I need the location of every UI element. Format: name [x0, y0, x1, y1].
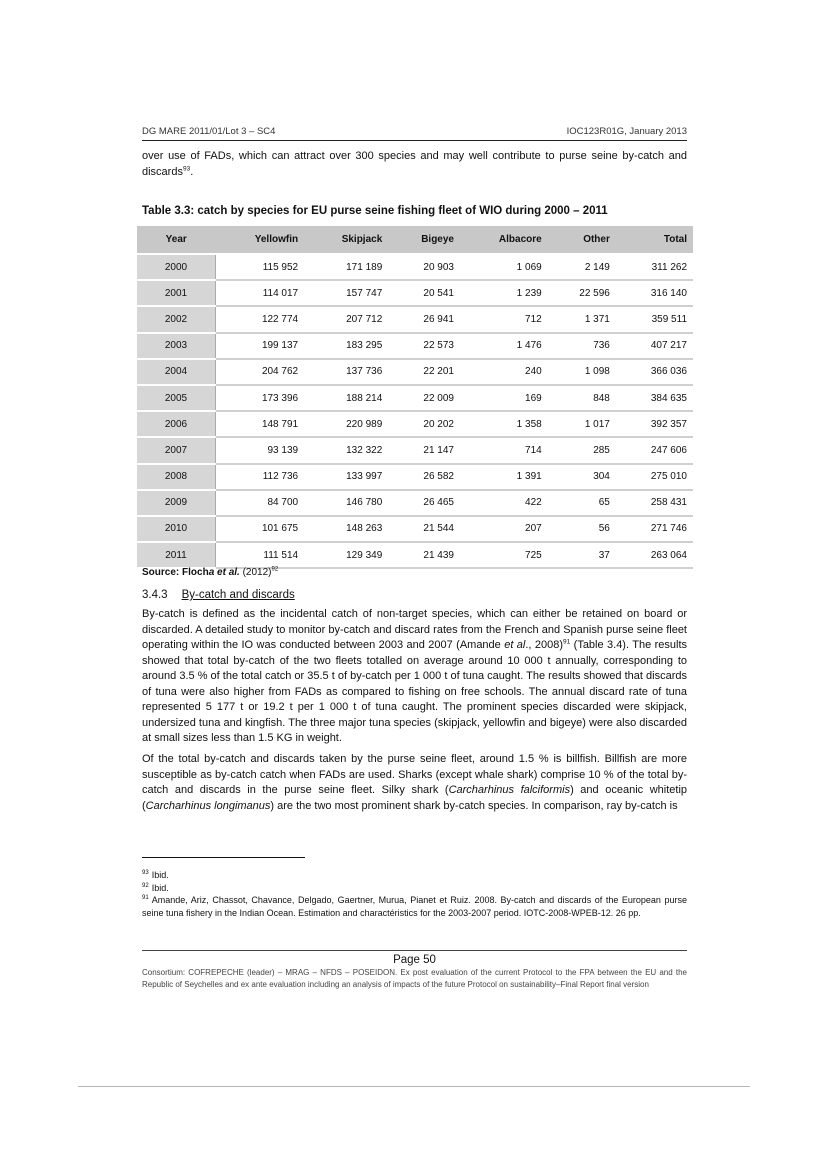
- table-cell: 1 371: [548, 306, 616, 332]
- year-cell: 2002: [137, 306, 216, 332]
- table-cell: 22 596: [548, 280, 616, 306]
- table-cell: 137 736: [304, 359, 388, 385]
- table-cell: 392 357: [616, 411, 693, 437]
- intro-paragraph: over use of FADs, which can attract over 300 species and may well contribute to purse seine by-catch and discards$^{93}$.: [142, 150, 687, 178]
- table-row: [137, 542, 693, 568]
- table-cell: 148 263: [304, 516, 388, 542]
- table-cell: 1 098: [548, 359, 616, 385]
- table-caption: Table 3.3: catch by species for EU purse seine fishing fleet of WIO during 2000 – 2011: [142, 205, 608, 217]
- table-cell: 1 476: [460, 333, 548, 359]
- table-cell: 21 439: [388, 542, 460, 568]
- year-cell: 2008: [137, 464, 216, 490]
- header-right: IOC123R01G, January 2013: [566, 126, 687, 137]
- table-cell: 199 137: [216, 333, 305, 359]
- table-cell: 204 762: [216, 359, 305, 385]
- footnote: $^{92}$ Ibid.: [142, 882, 169, 893]
- table-cell: 20 202: [388, 411, 460, 437]
- table-cell: 714: [460, 437, 548, 463]
- table-cell: 271 746: [616, 516, 693, 542]
- year-cell: 2010: [137, 516, 216, 542]
- table-cell: 359 511: [616, 306, 693, 332]
- table-row: [137, 306, 693, 332]
- table-row: [137, 254, 693, 280]
- table-cell: 101 675: [216, 516, 305, 542]
- table-row: [137, 333, 693, 359]
- table-cell: 1 239: [460, 280, 548, 306]
- table-row: [137, 464, 693, 490]
- table-cell: 148 791: [216, 411, 305, 437]
- table-cell: 712: [460, 306, 548, 332]
- table-cell: 316 140: [616, 280, 693, 306]
- table-cell: 84 700: [216, 490, 305, 516]
- table-row: [137, 437, 693, 463]
- footnote-ref[interactable]: 92: [271, 566, 279, 573]
- page-header: [142, 126, 687, 141]
- table-cell: 133 997: [304, 464, 388, 490]
- footnote: $^{91}$ Amande, Ariz, Chassot, Chavance, Delgado, Gaertner, Murua, Pianet et Ruiz. 2008. By-catch and discards of the European purse seine tuna fishery in the Indian Ocean. Estimation and charactéristics for the 2003-2007 period. IOTC-2008-WPEB-12. 26 pp.: [142, 895, 687, 918]
- table-cell: 1 017: [548, 411, 616, 437]
- column-header: Yellowfin: [216, 226, 305, 254]
- table-cell: 111 514: [216, 542, 305, 568]
- table-cell: 725: [460, 542, 548, 568]
- column-header: Other: [548, 226, 616, 254]
- year-cell: 2003: [137, 333, 216, 359]
- year-cell: 2005: [137, 385, 216, 411]
- footnote-ref[interactable]: 93: [182, 164, 191, 172]
- table-cell: 407 217: [616, 333, 693, 359]
- table-cell: 132 322: [304, 437, 388, 463]
- section-number: 3.4.3: [142, 589, 168, 601]
- table-cell: 183 295: [304, 333, 388, 359]
- page-number: Page 50: [393, 954, 436, 966]
- table-cell: 21 544: [388, 516, 460, 542]
- footnote-separator: [142, 857, 305, 858]
- year-cell: 2006: [137, 411, 216, 437]
- table-cell: 422: [460, 490, 548, 516]
- column-header: Year: [137, 226, 216, 254]
- table-cell: 1 391: [460, 464, 548, 490]
- table-cell: 384 635: [616, 385, 693, 411]
- table-cell: 20 541: [388, 280, 460, 306]
- catch-table: [137, 226, 693, 569]
- column-header: Albacore: [460, 226, 548, 254]
- year-cell: 2001: [137, 280, 216, 306]
- footnote-ref[interactable]: 91: [563, 638, 571, 646]
- table-cell: 311 262: [616, 254, 693, 280]
- table-cell: 285: [548, 437, 616, 463]
- table-cell: 736: [548, 333, 616, 359]
- table-cell: 122 774: [216, 306, 305, 332]
- table-cell: 258 431: [616, 490, 693, 516]
- table-cell: 22 009: [388, 385, 460, 411]
- table-cell: 114 017: [216, 280, 305, 306]
- table-cell: 26 465: [388, 490, 460, 516]
- footer-separator: [142, 950, 687, 951]
- table-cell: 129 349: [304, 542, 388, 568]
- table-row: [137, 280, 693, 306]
- table-cell: 22 573: [388, 333, 460, 359]
- table-cell: 26 582: [388, 464, 460, 490]
- year-cell: 2004: [137, 359, 216, 385]
- table-cell: 207 712: [304, 306, 388, 332]
- year-cell: 2007: [137, 437, 216, 463]
- table-cell: 173 396: [216, 385, 305, 411]
- table-cell: 247 606: [616, 437, 693, 463]
- table-cell: 207: [460, 516, 548, 542]
- year-cell: 2009: [137, 490, 216, 516]
- table-row: [137, 359, 693, 385]
- billfish-paragraph: Of the total by-catch and discards taken by the purse seine fleet, around 1.5 % is billfish. Billfish are more susceptible as by-catch catch when FADs are used. Sharks (except whale shark) comprise 10 % of the total by-catch and discards in the purse seine fleet. Silky shark (Carcharhinus falciformis) and oceanic whitetip (Carcharhinus longimanus) are the two most prominent shark by-catch species. In comparison, ray by-catch is: [142, 753, 688, 812]
- table-cell: 22 201: [388, 359, 460, 385]
- table-cell: 169: [460, 385, 548, 411]
- table-cell: 1 069: [460, 254, 548, 280]
- table-header-row: [137, 226, 693, 254]
- table-cell: 171 189: [304, 254, 388, 280]
- column-header: Bigeye: [388, 226, 460, 254]
- table-cell: 220 989: [304, 411, 388, 437]
- table-row: [137, 516, 693, 542]
- table-cell: 848: [548, 385, 616, 411]
- column-header: Skipjack: [304, 226, 388, 254]
- table-cell: 115 952: [216, 254, 305, 280]
- year-cell: 2000: [137, 254, 216, 280]
- bycatch-paragraph: By-catch is defined as the incidental catch of non-target species, which can either be retained on board or discarded. A detailed study to monitor by-catch and discard rates from the French and Spanish purse seine fleet operating within the IO was conducted between 2003 and 2007 (Amande et al., 2008)$^{91}$ (Table 3.4). The results showed that total by-catch of the two fleets totalled on average around 10 000 t annually, corresponding to around 3.5 % of the total catch or 35.5 t of by-catch per 1 000 t of tuna caught. The results showed that discards of tuna were also higher from FADs as compared to fishing on free schools. The annual discard rate of tuna represented 5 177 t or 19.2 t per 1 000 t of tuna caught. The prominent species discarded were skipjack, undersized tuna and kingfish. The three major tuna species (skipjack, yellowfin and bigeye) were also discarded at small sizes less than 1.5 KG in weight.: [142, 608, 687, 744]
- footnote: $^{93}$ Ibid.: [142, 870, 169, 880]
- table-cell: 26 941: [388, 306, 460, 332]
- table-cell: 366 036: [616, 359, 693, 385]
- year-cell: 2011: [137, 542, 216, 568]
- table-row: [137, 411, 693, 437]
- table-cell: 263 064: [616, 542, 693, 568]
- table-source: Source: Flocha et al. $(2012)^{92}$: [142, 566, 279, 578]
- table-cell: 20 903: [388, 254, 460, 280]
- table-cell: 93 139: [216, 437, 305, 463]
- table-cell: 56: [548, 516, 616, 542]
- table-cell: 188 214: [304, 385, 388, 411]
- table-cell: 240: [460, 359, 548, 385]
- table-row: [137, 385, 693, 411]
- page-divider: [78, 1086, 750, 1087]
- column-header: Total: [616, 226, 693, 254]
- footer-consortium: Consortium: COFREPECHE (leader) – MRAG – NFDS – POSEIDON. Ex post evaluation of the current Protocol to the FPA between the EU and the Republic of Seychelles and ex ante evaluation including an analysis of impacts of the future Protocol on sustainability–Final Report final version: [142, 968, 687, 989]
- table-cell: 304: [548, 464, 616, 490]
- section-title: By-catch and discards: [181, 589, 295, 601]
- table-cell: 65: [548, 490, 616, 516]
- section-heading: [142, 589, 295, 601]
- footnotes: [142, 869, 687, 919]
- table-cell: 37: [548, 542, 616, 568]
- table-cell: 2 149: [548, 254, 616, 280]
- table-cell: 146 780: [304, 490, 388, 516]
- table-cell: 1 358: [460, 411, 548, 437]
- table-cell: 21 147: [388, 437, 460, 463]
- table-cell: 275 010: [616, 464, 693, 490]
- table-row: [137, 490, 693, 516]
- table-cell: 112 736: [216, 464, 305, 490]
- header-left: DG MARE 2011/01/Lot 3 – SC4: [142, 126, 276, 137]
- table-cell: 157 747: [304, 280, 388, 306]
